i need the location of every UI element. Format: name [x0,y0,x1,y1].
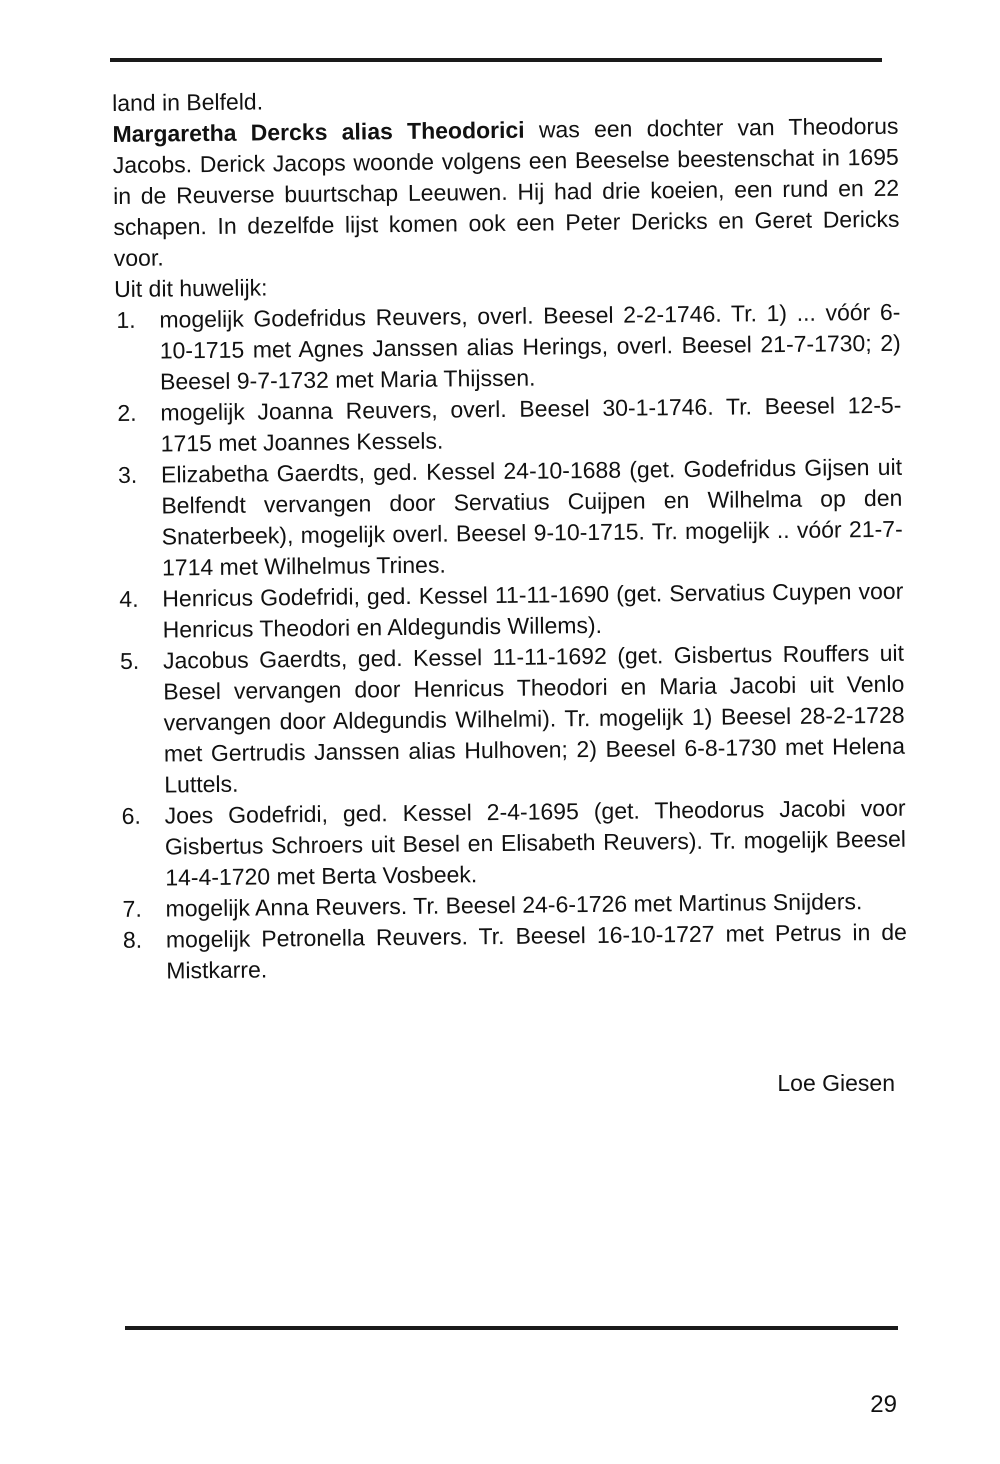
page-body [112,80,907,987]
child-text: mogelijk Anna Reuvers. Tr. Beesel 24-6-1726 met Martinus Snijders. [165,888,863,922]
child-text: mogelijk Godefridus Reuvers, overl. Beesel 2-2-1746. Tr. 1) ... vóór 6-10-1715 met Agnes Janssen alias Herings, overl. Beesel 21-7-1730; 2) Beesel 9-7-1732 met Maria Thijssen. [159,298,901,395]
children-list [114,297,907,987]
child-text: Joes Godefridi, ged. Kessel 2-4-1695 (get. Theodorus Jacobi voor Gisbertus Schroers uit Besel en Elisabeth Reuvers). Tr. mogelijk Beesel 14-4-1720 met Berta Vosbeek. [164,794,907,891]
child-text: mogelijk Petronella Reuvers. Tr. Beesel 16-10-1727 met Petrus in de Mistkarre. [165,918,908,984]
family-paragraph [112,111,900,274]
child-number: 7. [122,895,142,922]
child-number: 4. [119,585,139,612]
child-item [119,793,906,894]
child-number: 6. [121,802,141,829]
author-signature: Loe Giesen [777,1070,895,1096]
child-item [115,390,902,460]
child-item [118,638,906,801]
child-number: 3. [117,461,138,488]
child-number: 5. [119,647,140,674]
child-item [114,297,901,398]
child-text: mogelijk Joanna Reuvers, overl. Beesel 30-1-1746. Tr. Beesel 12-5-1715 met Joannes Kessels. [160,391,902,457]
child-text: Henricus Godefridi, ged. Kessel 11-11-1690 (get. Servatius Cuypen voor Henricus Theodori en Aldegundis Willems). [162,577,904,643]
child-number: 2. [117,399,137,426]
top-rule [110,58,882,62]
child-number: 8. [122,926,143,953]
child-text: Jacobus Gaerdts, ged. Kessel 11-11-1692 (get. Gisbertus Rouffers uit Besel vervangen door Henricus Theodori en Maria Jacobi uit Venlo vervangen door Aldegundis Wilhelmi). Tr. mogelijk 1) Beesel 28-2-1728 met Gertrudis Janssen alias Hulhoven; 2) Beesel 6-8-1730 met Helena Luttels. [162,639,906,798]
child-item [117,576,904,646]
page-number: 29 [870,1391,897,1418]
bottom-rule [125,1326,898,1330]
intro-line: land in Belfeld. [112,88,264,116]
child-item [116,452,903,584]
lead-name: Margaretha Dercks alias Theodorici [112,116,525,147]
child-item [121,917,908,987]
marriage-heading: Uit dit huwelijk: [113,274,268,302]
child-number: 1. [116,306,136,333]
child-text: Elizabetha Gaerdts, ged. Kessel 24-10-1688 (get. Godefridus Gijsen uit Belfendt vervangen door Servatius Cuijpen en Wilhelma op den Snaterbeek), mogelijk overl. Beesel 9-10-1715. Tr. mogelijk .. vóór 21-7-1714 met Wilhelmus Trines. [160,453,903,581]
paragraph-text: was een dochter van Theodorus Jacobs. Derick Jacops woonde volgens een Beeselse beestenschat in 1695 in de Reuverse buurtschap Leeuwen. Hij had drie koeien, een rund en 22 schapen. In dezelfde lijst komen ook een Peter Dericks en Geret Dericks voor. [112,112,900,271]
